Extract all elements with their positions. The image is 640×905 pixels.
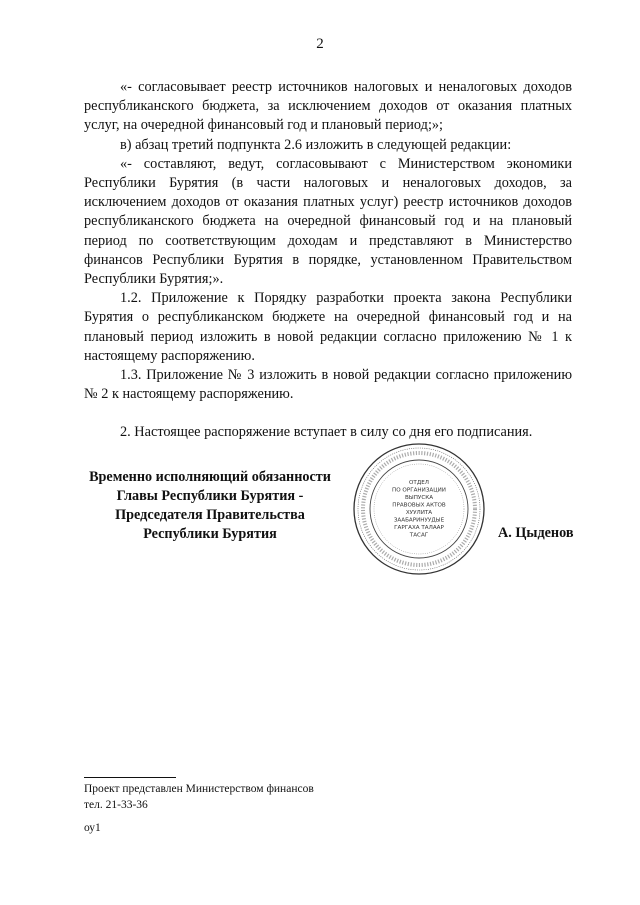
- seal-text: ГАРГАХА ТАЛААР: [394, 525, 444, 531]
- paragraph-5: 1.3. Приложение № 3 изложить в новой редакции согласно приложению № 2 к настоящему распоряжению.: [84, 367, 572, 403]
- seal-text: ПРАВОВЫХ АКТОВ: [392, 502, 446, 509]
- document-body: [84, 78, 572, 443]
- seal-text: ВЫПУСКА: [404, 495, 434, 501]
- signatory-title-line: Главы Республики Бурятия -: [116, 488, 304, 504]
- seal-text: ТАСАГ: [409, 532, 429, 539]
- paragraph-3: «- составляют, ведут, согласовывают с Министерством экономики Республики Бурятия (в части налоговых и неналоговых доходов, за исключением доходов от оказания платных услуг) реестр источников доходов республиканского бюджета на очередной финансовый год и на плановый период по соответствующим доходам и представляют в Министерство финансов Республики Бурятия в порядке, установленном Правительством Республики Бурятия;».: [84, 155, 572, 288]
- paragraph-2: в) абзац третий подпункта 2.6 изложить в следующей редакции:: [120, 136, 512, 153]
- footnote-line: тел. 21-33-36: [84, 799, 148, 811]
- seal-text: ОТДЕЛ: [409, 480, 429, 486]
- page-number: 2: [316, 36, 324, 52]
- document-code: оу1: [84, 822, 101, 834]
- seal-text: ХУУЛИТА: [405, 510, 433, 516]
- signatory-title: [72, 468, 348, 544]
- paragraph-4: 1.2. Приложение к Порядку разработки проекта закона Республики Бурятия о республиканском бюджете на очередной финансовый год и на плановый период изложить в новой редакции согласно приложению № 1 к настоящему распоряжению.: [84, 290, 572, 364]
- footnote-divider: [84, 777, 176, 778]
- signatory-title-line: Временно исполняющий обязанности: [89, 469, 331, 485]
- signatory-name: А. Цыденов: [498, 525, 574, 541]
- seal-text: ПО ОРГАНИЗАЦИИ: [392, 487, 446, 494]
- signatory-title-line: Республики Бурятия: [143, 526, 277, 542]
- seal-text: ЗААБАРИНУУДЫЕ: [393, 517, 445, 524]
- paragraph-6: 2. Настоящее распоряжение вступает в силу со дня его подписания.: [120, 424, 533, 441]
- official-seal: [352, 442, 486, 576]
- footnote: [84, 781, 314, 813]
- signatory-title-line: Председателя Правительства: [115, 507, 305, 523]
- paragraph-1: «- согласовывает реестр источников налоговых и неналоговых доходов республиканского бюджета, за исключением доходов от оказания платных услуг, на очередной финансовый год и плановый период;»;: [84, 79, 572, 134]
- footnote-line: Проект представлен Министерством финансов: [84, 783, 314, 795]
